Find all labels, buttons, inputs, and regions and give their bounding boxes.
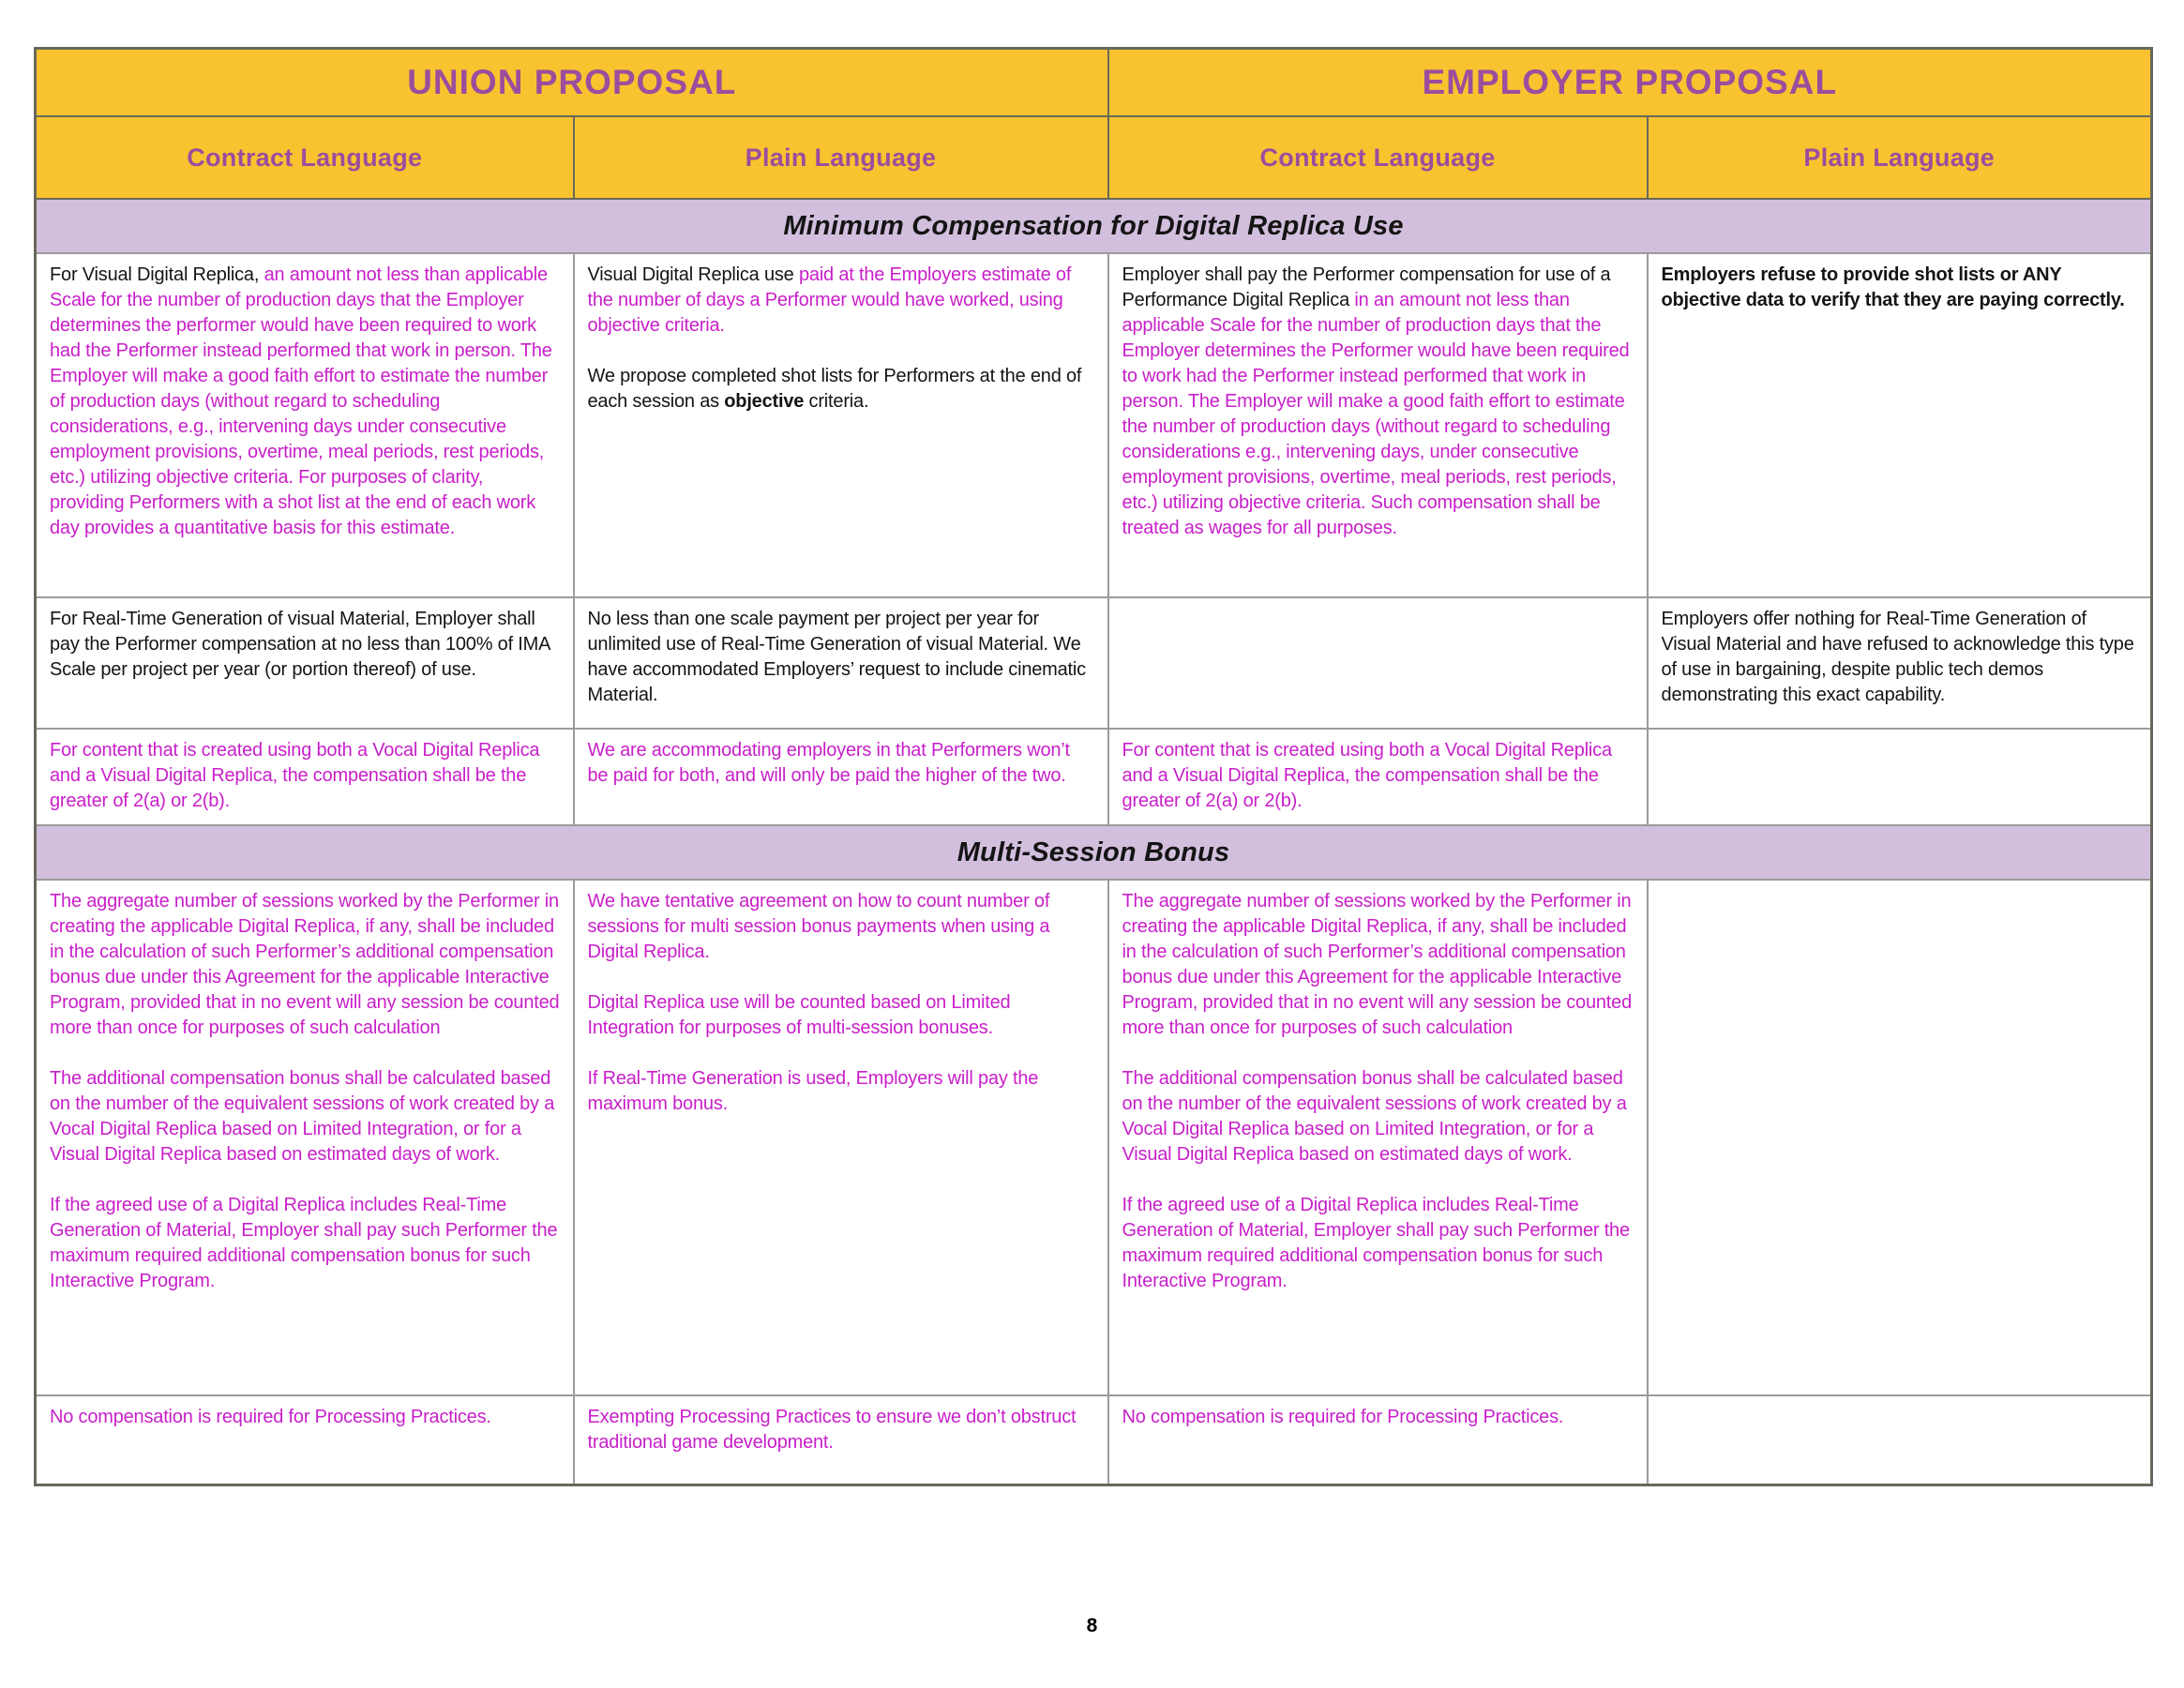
cell-paragraph xyxy=(50,889,560,1041)
text-run: paid at the Employers estimate of the number of days a Performer would have worked, using objective criteria. xyxy=(587,264,1072,336)
table-cell xyxy=(1648,253,2152,597)
employer-proposal-header: EMPLOYER PROPOSAL xyxy=(1108,49,2152,117)
section-title: Minimum Compensation for Digital Replica Use xyxy=(36,199,2152,253)
text-run: No compensation is required for Processing Practices. xyxy=(1122,1407,1564,1427)
text-run: If the agreed use of a Digital Replica includes Real-Time Generation of Material, Employer shall pay such Performer the maximum required additional compensation bonus for such Interactive Program. xyxy=(1122,1195,1630,1291)
table-cell xyxy=(1108,1395,1648,1485)
cell-paragraph xyxy=(50,1066,560,1168)
text-run: an amount not less than applicable Scale for the number of production days that the Employer determines the performer would have been required to work had the Performer instead performed that work in person. The Employer will make a good faith effort to estimate the number of production days (without regard to scheduling considerations, e.g., intervening days under consecutive employment provisions, overtime, meal periods, rest periods, etc.) utilizing objective criteria. For purposes of clarity, providing Performers with a shot list at the end of each work day provides a quantitative basis for this estimate. xyxy=(50,264,552,538)
employer-plain-language-header: Plain Language xyxy=(1648,116,2152,199)
table-cell xyxy=(1648,1395,2152,1485)
cell-paragraph xyxy=(1662,607,2138,708)
column-header-row xyxy=(36,116,2152,199)
cell-paragraph xyxy=(588,990,1094,1041)
text-run: Employers offer nothing for Real-Time Generation of Visual Material and have refused to acknowledge this type of use in bargaining, despite public tech demos demonstrating this exact capability. xyxy=(1661,609,2134,705)
union-proposal-header: UNION PROPOSAL xyxy=(36,49,1108,117)
text-run: The aggregate number of sessions worked by the Performer in creating the applicable Digital Replica, if any, shall be included in the calculation of such Performer’s additional compensation bonus due under this Agreement for the applicable Interactive Program, provided that in no event will any session be counted more than once for purposes of such calculation xyxy=(50,891,560,1038)
table-cell xyxy=(36,597,574,729)
cell-paragraph xyxy=(50,607,560,683)
table-cell xyxy=(36,729,574,825)
text-run: objective xyxy=(724,391,805,412)
table-cell xyxy=(1108,880,1648,1395)
proposal-header-row xyxy=(36,49,2152,117)
table-row xyxy=(36,597,2152,729)
table-cell xyxy=(574,1395,1108,1485)
text-run: Exempting Processing Practices to ensure we don’t obstruct traditional game development. xyxy=(587,1407,1077,1453)
cell-paragraph xyxy=(1122,1066,1634,1168)
text-run: The aggregate number of sessions worked by the Performer in creating the applicable Digital Replica, if any, shall be included in the calculation of such Performer’s additional compensation bonus due under this Agreement for the applicable Interactive Program, provided that in no event will any session be counted more than once for purposes of such calculation xyxy=(1122,891,1632,1038)
table-cell xyxy=(574,597,1108,729)
text-run: Visual Digital Replica use xyxy=(587,264,799,285)
cell-paragraph xyxy=(588,607,1094,708)
cell-paragraph xyxy=(50,1405,560,1430)
cell-paragraph xyxy=(1662,263,2138,313)
section-header-row xyxy=(36,825,2152,880)
section-header-row xyxy=(36,199,2152,253)
cell-paragraph xyxy=(1122,1193,1634,1294)
cell-paragraph xyxy=(50,1193,560,1294)
table-row xyxy=(36,880,2152,1395)
text-run: If Real-Time Generation is used, Employers will pay the maximum bonus. xyxy=(587,1068,1039,1114)
text-run: We have tentative agreement on how to count number of sessions for multi session bonus payments when using a Digital Replica. xyxy=(587,891,1050,962)
cell-paragraph xyxy=(1122,738,1634,814)
proposal-comparison-table xyxy=(34,47,2153,1486)
cell-paragraph xyxy=(1122,263,1634,541)
text-run: The additional compensation bonus shall be calculated based on the number of the equivalent sessions of work created by a Vocal Digital Replica based on Limited Integration, or for a Visual Digital Replica based on estimated days of work. xyxy=(1122,1068,1627,1165)
table-cell xyxy=(1108,729,1648,825)
text-run: in an amount not less than applicable Scale for the number of production days that the Employer determines the Performer would have been required to work had the Performer instead performed that work in person. The Employer will make a good faith effort to estimate the number of production days (without regard to scheduling considerations e.g., intervening days, under consecutive employment provisions, overtime, meal periods, rest periods, etc.) utilizing objective criteria. Such compensation shall be treated as wages for all purposes. xyxy=(1122,290,1630,538)
text-run: Digital Replica use will be counted based on Limited Integration for purposes of multi-session bonuses. xyxy=(587,992,1011,1038)
cell-paragraph xyxy=(1122,889,1634,1041)
table-body xyxy=(36,199,2152,1485)
employer-contract-language-header: Contract Language xyxy=(1108,116,1648,199)
table-cell xyxy=(36,880,574,1395)
table-cell xyxy=(1108,253,1648,597)
table-cell xyxy=(36,253,574,597)
text-run: No compensation is required for Processing Practices. xyxy=(50,1407,491,1427)
table-cell xyxy=(574,880,1108,1395)
table-cell xyxy=(36,1395,574,1485)
section-title: Multi-Session Bonus xyxy=(36,825,2152,880)
text-run: No less than one scale payment per project per year for unlimited use of Real-Time Generation of visual Material. We have accommodated Employers’ request to include cinematic Material. xyxy=(587,609,1086,705)
text-run: For content that is created using both a Vocal Digital Replica and a Visual Digital Replica, the compensation shall be the greater of 2(a) or 2(b). xyxy=(50,740,540,811)
text-run: Employers refuse to provide shot lists or ANY objective data to verify that they are paying correctly. xyxy=(1661,264,2125,310)
text-run: For Real-Time Generation of visual Material, Employer shall pay the Performer compensation at no less than 100% of IMA Scale per project per year (or portion thereof) of use. xyxy=(50,609,550,680)
text-run: If the agreed use of a Digital Replica includes Real-Time Generation of Material, Employer shall pay such Performer the maximum required additional compensation bonus for such Interactive Program. xyxy=(50,1195,558,1291)
table-row xyxy=(36,1395,2152,1485)
page-number: 8 xyxy=(1086,1615,1098,1636)
cell-paragraph xyxy=(588,1405,1094,1455)
text-run: We propose completed shot lists for Performers at the end of each session as xyxy=(587,366,1082,412)
text-run: The additional compensation bonus shall be calculated based on the number of the equivalent sessions of work created by a Vocal Digital Replica based on Limited Integration, or for a Visual Digital Replica based on estimated days of work. xyxy=(50,1068,555,1165)
table-row xyxy=(36,729,2152,825)
text-run: criteria. xyxy=(804,391,869,412)
text-run: We are accommodating employers in that Performers won’t be paid for both, and will only be paid the higher of the two. xyxy=(587,740,1070,786)
table-row xyxy=(36,253,2152,597)
cell-paragraph xyxy=(1122,1405,1634,1430)
cell-paragraph xyxy=(588,738,1094,789)
table-cell xyxy=(1648,880,2152,1395)
table-cell xyxy=(1648,729,2152,825)
cell-paragraph xyxy=(50,263,560,541)
table-cell xyxy=(574,729,1108,825)
text-run: For Visual Digital Replica, xyxy=(50,264,264,285)
cell-paragraph xyxy=(50,738,560,814)
text-run: For content that is created using both a Vocal Digital Replica and a Visual Digital Replica, the compensation shall be the greater of 2(a) or 2(b). xyxy=(1122,740,1612,811)
table-cell xyxy=(1108,597,1648,729)
cell-paragraph xyxy=(588,364,1094,414)
text-run: Employer shall pay the Performer compensation for use of a Performance Digital Replica xyxy=(1122,264,1611,310)
cell-paragraph xyxy=(588,263,1094,339)
table-cell xyxy=(1648,597,2152,729)
cell-paragraph xyxy=(588,1066,1094,1117)
union-plain-language-header: Plain Language xyxy=(574,116,1108,199)
cell-paragraph xyxy=(588,889,1094,965)
table-cell xyxy=(574,253,1108,597)
union-contract-language-header: Contract Language xyxy=(36,116,574,199)
